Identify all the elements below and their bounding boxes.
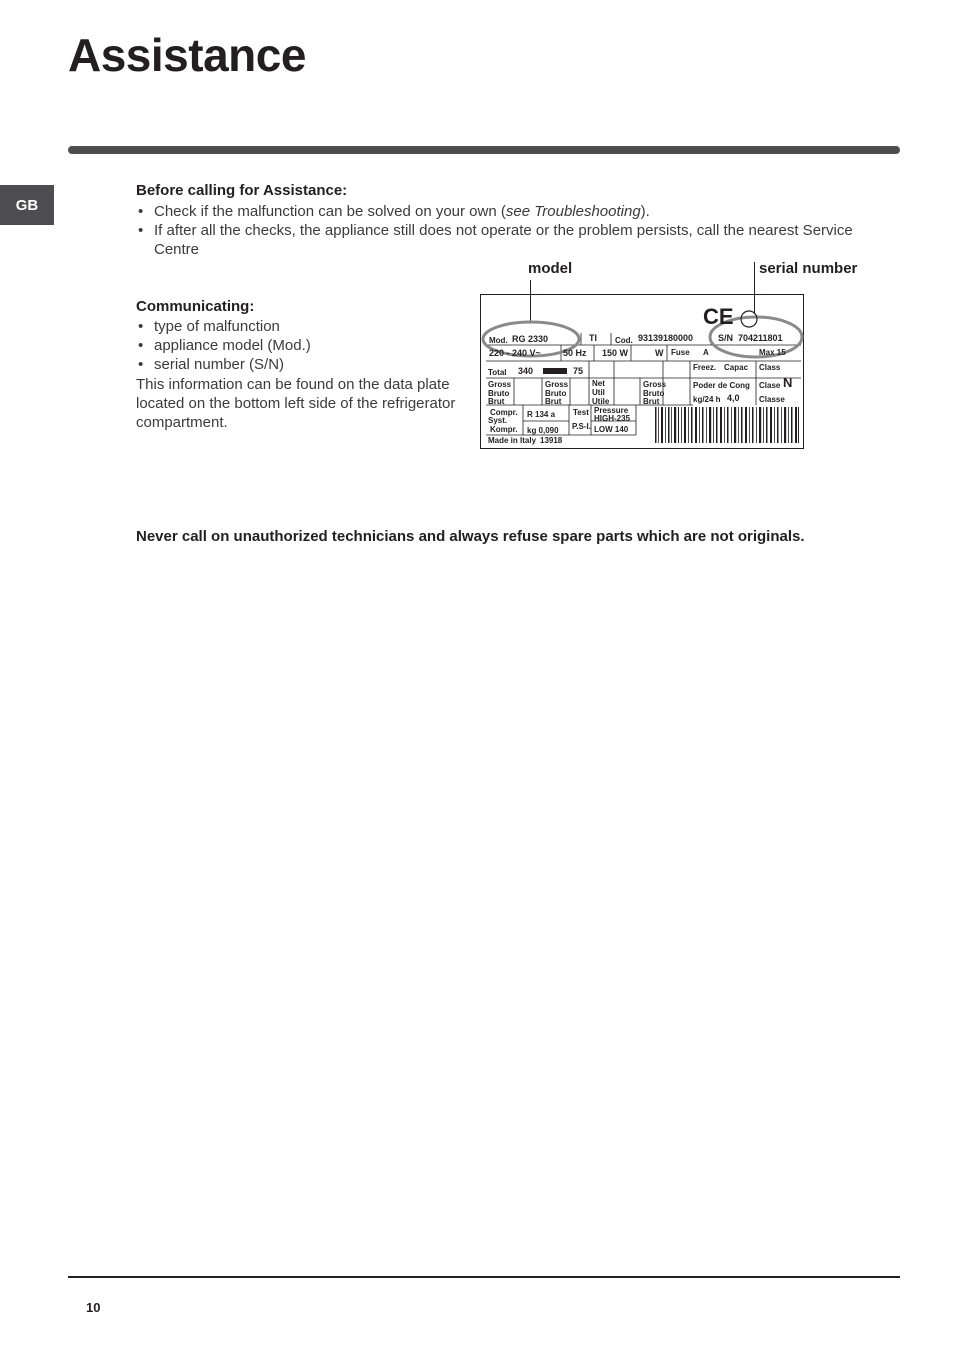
list-item: • If after all the checks, the appliance still does not operate or the problem persists, call the nearest Service Centre	[136, 221, 866, 259]
kompr-label: Kompr.	[490, 425, 518, 434]
clase-label: Clase	[759, 381, 781, 390]
star-rating-icon	[543, 368, 567, 374]
test-label: Test	[573, 408, 589, 417]
list-item: • type of malfunction	[136, 317, 466, 336]
class-label: Class	[759, 363, 781, 372]
mod-value: RG 2330	[512, 334, 549, 344]
classe-label: Classe	[759, 395, 785, 404]
net-label: Net	[592, 379, 605, 388]
utile-label: Utile	[592, 397, 610, 406]
language-tab: GB	[0, 185, 54, 225]
refrigerant-kg-value: kg 0,090	[527, 426, 559, 435]
gross-label-3: Gross	[643, 380, 667, 389]
brut-label-2: Brut	[545, 397, 562, 406]
refrigerant-value: R 134 a	[527, 410, 556, 419]
syst-label: Syst.	[488, 416, 508, 425]
bruto-label-2: Bruto	[545, 389, 567, 398]
communicating-list	[136, 317, 466, 374]
data-plate-location-text: This information can be found on the data plate located on the bottom left side of the refrigerator compartment.	[136, 376, 456, 431]
communicating-heading: Communicating:	[136, 298, 255, 315]
bruto-label-1: Bruto	[488, 389, 510, 398]
pressure-label: Pressure	[594, 406, 629, 415]
sn-label: S/N	[718, 333, 734, 343]
made-in-label: Made in Italy	[488, 436, 537, 445]
before-calling-list	[136, 202, 866, 259]
value-75: 75	[573, 366, 584, 376]
data-plate	[480, 294, 804, 449]
header-divider	[68, 146, 900, 154]
power-value: 150 W	[602, 348, 629, 358]
w-value: W	[655, 348, 664, 358]
freez-label: Freez.	[693, 363, 717, 372]
gross-label-2: Gross	[545, 380, 569, 389]
brut-label-3: Brut	[643, 397, 660, 406]
sn-value: 704211801	[738, 333, 783, 343]
list-item: • appliance model (Mod.)	[136, 336, 466, 355]
poder-label: Poder de Cong	[693, 381, 750, 390]
list-item: • Check if the malfunction can be solved on your own (see Troubleshooting).	[136, 202, 866, 221]
made-in-code: 13918	[540, 436, 563, 445]
kg24-label: kg/24 h	[693, 395, 721, 404]
total-label: Total	[488, 368, 507, 377]
footer-divider	[68, 1276, 900, 1278]
voltage-value: 220 - 240 V~	[489, 348, 541, 358]
util-label: Util	[592, 388, 605, 397]
brut-label-1: Brut	[488, 397, 505, 406]
mod-label: Mod.	[489, 336, 508, 345]
list-item: • serial number (S/N)	[136, 355, 466, 374]
max-value: Max 15	[759, 348, 786, 357]
psi-label: P.S-I.	[572, 422, 591, 431]
ce-mark-icon: CE	[703, 304, 734, 329]
bruto-label-3: Bruto	[643, 389, 665, 398]
before-calling-heading: Before calling for Assistance:	[136, 182, 348, 199]
serial-number-callout-label: serial number	[759, 260, 858, 277]
capac-label: Capac	[724, 363, 749, 372]
model-callout-label: model	[528, 260, 573, 277]
compr-label: Compr.	[490, 408, 518, 417]
fuse-label: Fuse	[671, 348, 690, 357]
ti-value: TI	[589, 333, 597, 343]
hz-value: 50 Hz	[563, 348, 587, 358]
total-value: 340	[518, 366, 534, 376]
amp-label: A	[703, 348, 709, 357]
gross-label-1: Gross	[488, 380, 512, 389]
clase-value: N	[783, 375, 793, 390]
cod-value: 93139180000	[638, 333, 694, 343]
pressure-low-value: LOW 140	[594, 425, 629, 434]
page-title: Assistance	[68, 29, 306, 81]
warning-text: Never call on unauthorized technicians and always refuse spare parts which are not originals.	[136, 528, 805, 545]
kg24-value: 4,0	[727, 393, 740, 403]
pressure-high-value: HIGH-235	[594, 414, 631, 423]
barcode-icon	[655, 407, 799, 443]
page-number: 10	[86, 1300, 101, 1315]
cod-label: Cod.	[615, 336, 633, 345]
